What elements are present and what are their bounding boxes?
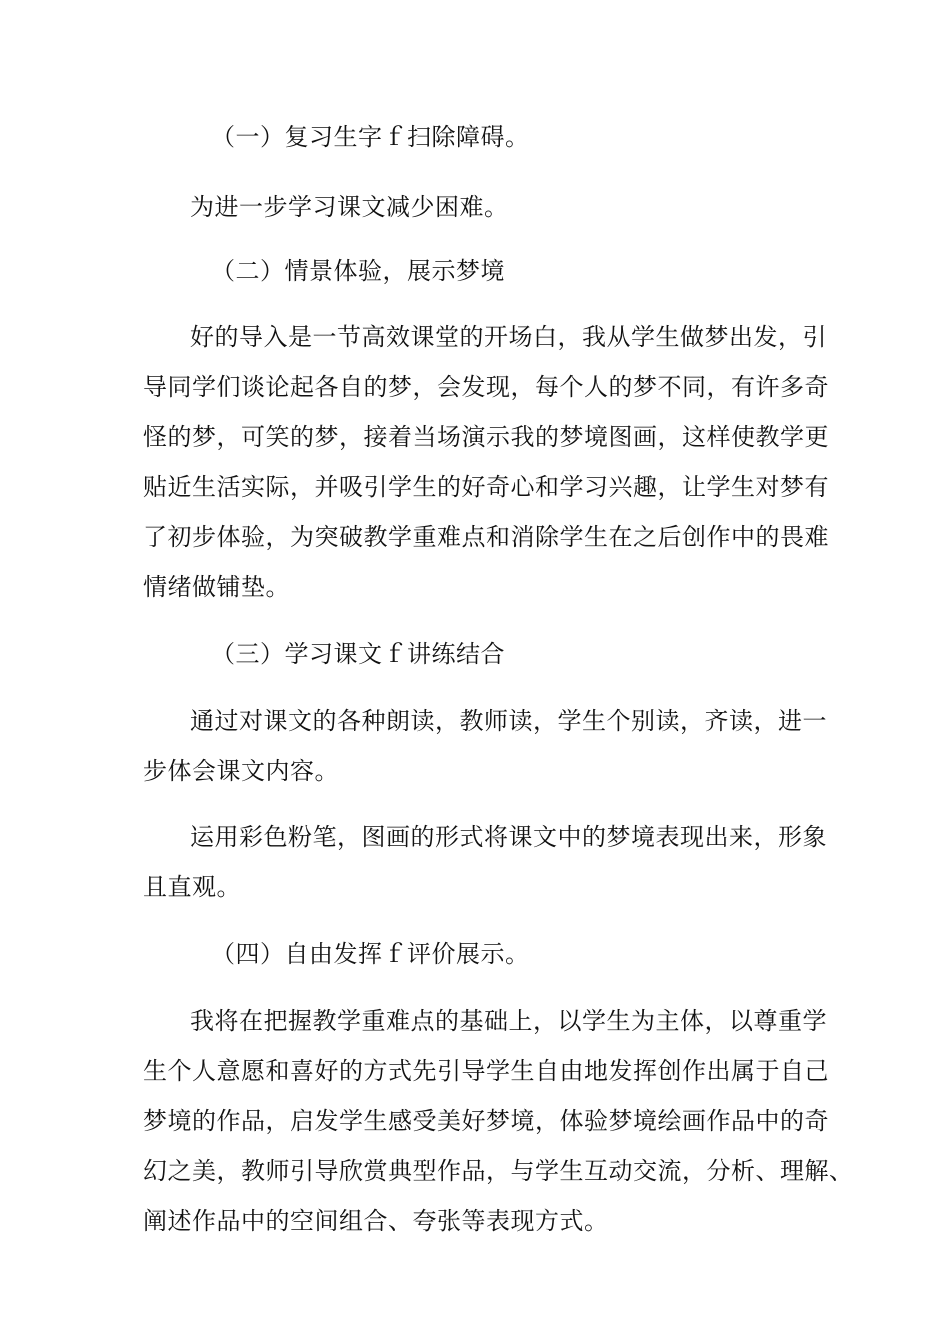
paragraph-line: 梦境的作品，启发学生感受美好梦境，体验梦境绘画作品中的奇	[143, 1107, 829, 1135]
paragraph-line: 好的导入是一节高效课堂的开场白，我从学生做梦出发，引	[190, 323, 827, 351]
paragraph-line: 阐述作品中的空间组合、夸张等表现方式。	[143, 1207, 609, 1235]
paragraph-line: 了初步体验，为突破教学重难点和消除学生在之后创作中的畏难	[143, 523, 829, 551]
section-heading-3: （三）学习课文ｆ讲练结合	[211, 640, 505, 668]
paragraph-line: 生个人意愿和喜好的方式先引导学生自由地发挥创作出属于自己	[143, 1057, 829, 1085]
paragraph-line: 且直观。	[143, 873, 241, 901]
paragraph-line: 怪的梦，可笑的梦，接着当场演示我的梦境图画，这样使教学更	[143, 423, 829, 451]
paragraph-line: 运用彩色粉笔，图画的形式将课文中的梦境表现出来，形象	[190, 823, 827, 851]
section-heading-4: （四）自由发挥ｆ评价展示。	[211, 940, 530, 968]
section-heading-1: （一）复习生字ｆ扫除障碍。	[211, 123, 530, 151]
paragraph-line: 幻之美，教师引导欣赏典型作品，与学生互动交流，分析、理解、	[143, 1157, 854, 1185]
paragraph-line: 步体会课文内容。	[143, 757, 339, 785]
section-heading-2: （二）情景体验，展示梦境	[211, 257, 505, 285]
paragraph-line: 为进一步学习课文减少困难。	[190, 193, 509, 221]
paragraph-line: 情绪做铺垫。	[143, 573, 290, 601]
paragraph-line: 通过对课文的各种朗读，教师读，学生个别读，齐读，进一	[190, 707, 827, 735]
paragraph-line: 导同学们谈论起各自的梦，会发现，每个人的梦不同，有许多奇	[143, 373, 829, 401]
paragraph-line: 我将在把握教学重难点的基础上，以学生为主体，以尊重学	[190, 1007, 827, 1035]
paragraph-line: 贴近生活实际，并吸引学生的好奇心和学习兴趣，让学生对梦有	[143, 473, 829, 501]
